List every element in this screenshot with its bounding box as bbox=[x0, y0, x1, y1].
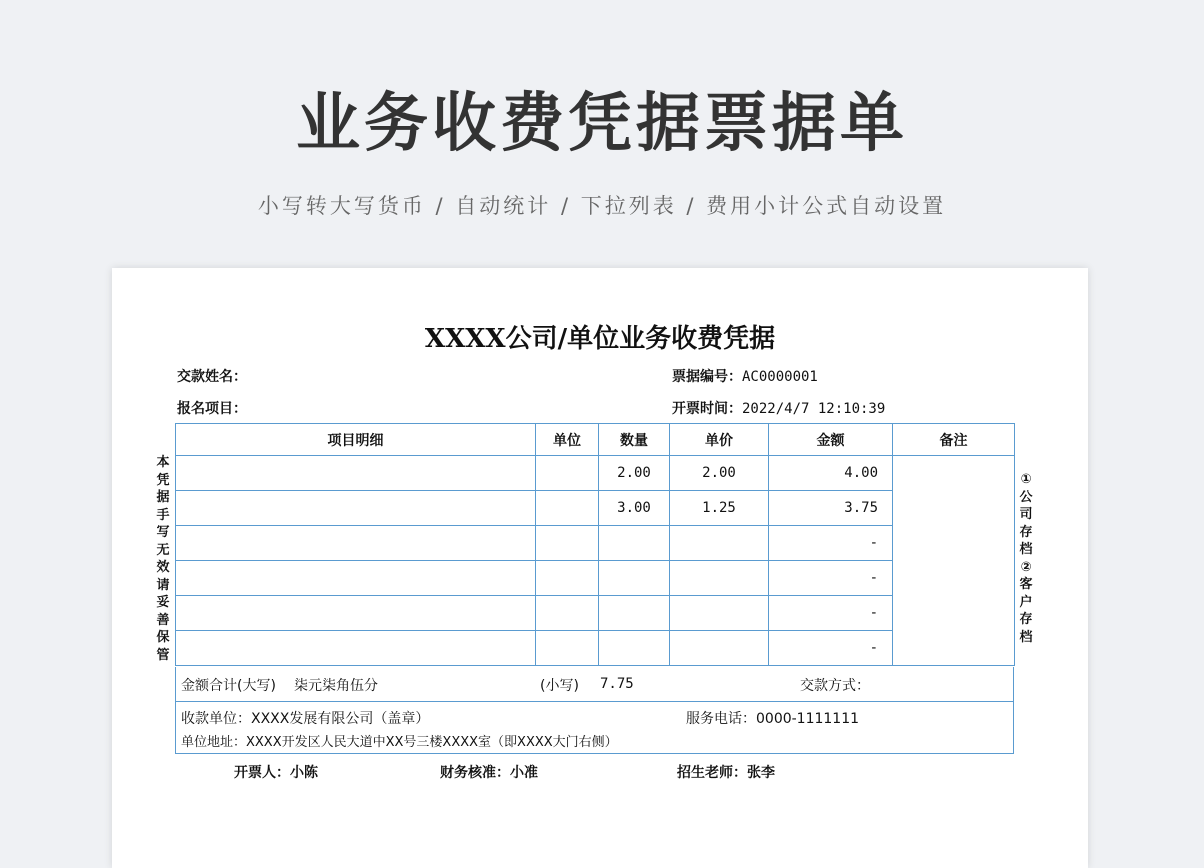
issuer: 小陈 bbox=[290, 765, 318, 781]
table-row bbox=[176, 561, 1015, 596]
cell-qty bbox=[599, 526, 670, 561]
cell-unit bbox=[536, 596, 599, 631]
pay-method-label: 交款方式： bbox=[800, 678, 870, 694]
cell-price bbox=[670, 631, 769, 666]
receipt-no: AC0000001 bbox=[742, 369, 818, 385]
issuer-label: 开票人： bbox=[234, 765, 290, 781]
cell-unit bbox=[536, 491, 599, 526]
items-table bbox=[175, 423, 1015, 666]
cell-detail bbox=[176, 596, 536, 631]
cell-detail bbox=[176, 526, 536, 561]
col-amount: 金额 bbox=[769, 424, 893, 456]
cell-detail bbox=[176, 491, 536, 526]
service-phone: 服务电话：0000-1111111 bbox=[686, 711, 860, 727]
cell-price: 2.00 bbox=[670, 456, 769, 491]
table-row bbox=[176, 526, 1015, 561]
finance-label: 财务核准： bbox=[440, 765, 510, 781]
total-lower: 7.75 bbox=[600, 676, 634, 692]
cell-amount: 3.75 bbox=[769, 491, 893, 526]
receipt-no-label: 票据编号： bbox=[672, 369, 742, 385]
receipt-paper bbox=[112, 268, 1088, 868]
cell-amount: 4.00 bbox=[769, 456, 893, 491]
cell-unit bbox=[536, 631, 599, 666]
cell-detail bbox=[176, 456, 536, 491]
cell-unit bbox=[536, 456, 599, 491]
cell-qty: 2.00 bbox=[599, 456, 670, 491]
payee-info bbox=[175, 702, 1014, 754]
col-remark: 备注 bbox=[893, 424, 1015, 456]
teacher-label: 招生老师： bbox=[677, 765, 747, 781]
project-label: 报名项目： bbox=[177, 401, 247, 417]
table-row bbox=[176, 456, 1015, 491]
total-upper: 柒元柒角伍分 bbox=[294, 678, 378, 694]
left-note: 本凭据手写无效请妥善保管 bbox=[156, 455, 170, 663]
cell-detail bbox=[176, 561, 536, 596]
cell-amount: - bbox=[769, 561, 893, 596]
cell-qty bbox=[599, 596, 670, 631]
right-note: ①公司存档②客户存档 bbox=[1019, 472, 1033, 645]
cell-qty bbox=[599, 631, 670, 666]
cell-unit bbox=[536, 561, 599, 596]
cell-amount: - bbox=[769, 526, 893, 561]
total-upper-label: 金额合计(大写) bbox=[181, 678, 276, 694]
receipt-title: XXXX公司/单位业务收费凭据 bbox=[424, 324, 776, 354]
cell-detail bbox=[176, 631, 536, 666]
cell-price: 1.25 bbox=[670, 491, 769, 526]
table-row bbox=[176, 596, 1015, 631]
cell-amount: - bbox=[769, 596, 893, 631]
cell-qty: 3.00 bbox=[599, 491, 670, 526]
cell-amount: - bbox=[769, 631, 893, 666]
table-header bbox=[176, 424, 1015, 456]
address: 单位地址：XXXX开发区人民大道中XX号三楼XXXX室（即XXXX大门右侧） bbox=[181, 735, 618, 750]
cell-remark bbox=[893, 456, 1015, 666]
col-price: 单价 bbox=[670, 424, 769, 456]
finance: 小准 bbox=[510, 765, 538, 781]
total-lower-label: (小写) bbox=[540, 678, 579, 694]
cell-unit bbox=[536, 526, 599, 561]
cell-price bbox=[670, 561, 769, 596]
cell-qty bbox=[599, 561, 670, 596]
payee: 收款单位：XXXX发展有限公司（盖章） bbox=[181, 711, 430, 727]
col-detail: 项目明细 bbox=[176, 424, 536, 456]
payer-label: 交款姓名： bbox=[177, 369, 247, 385]
issue-time: 2022/4/7 12:10:39 bbox=[742, 401, 886, 417]
cell-price bbox=[670, 596, 769, 631]
table-row bbox=[176, 491, 1015, 526]
page-title: 业务收费凭据票据单 bbox=[296, 87, 908, 161]
col-unit: 单位 bbox=[536, 424, 599, 456]
teacher: 张李 bbox=[747, 765, 775, 781]
page-subtitle: 小写转大写货币 / 自动统计 / 下拉列表 / 费用小计公式自动设置 bbox=[257, 194, 947, 218]
cell-price bbox=[670, 526, 769, 561]
table-row bbox=[176, 631, 1015, 666]
total-row bbox=[175, 667, 1014, 702]
issue-time-label: 开票时间： bbox=[672, 401, 742, 417]
col-qty: 数量 bbox=[599, 424, 670, 456]
